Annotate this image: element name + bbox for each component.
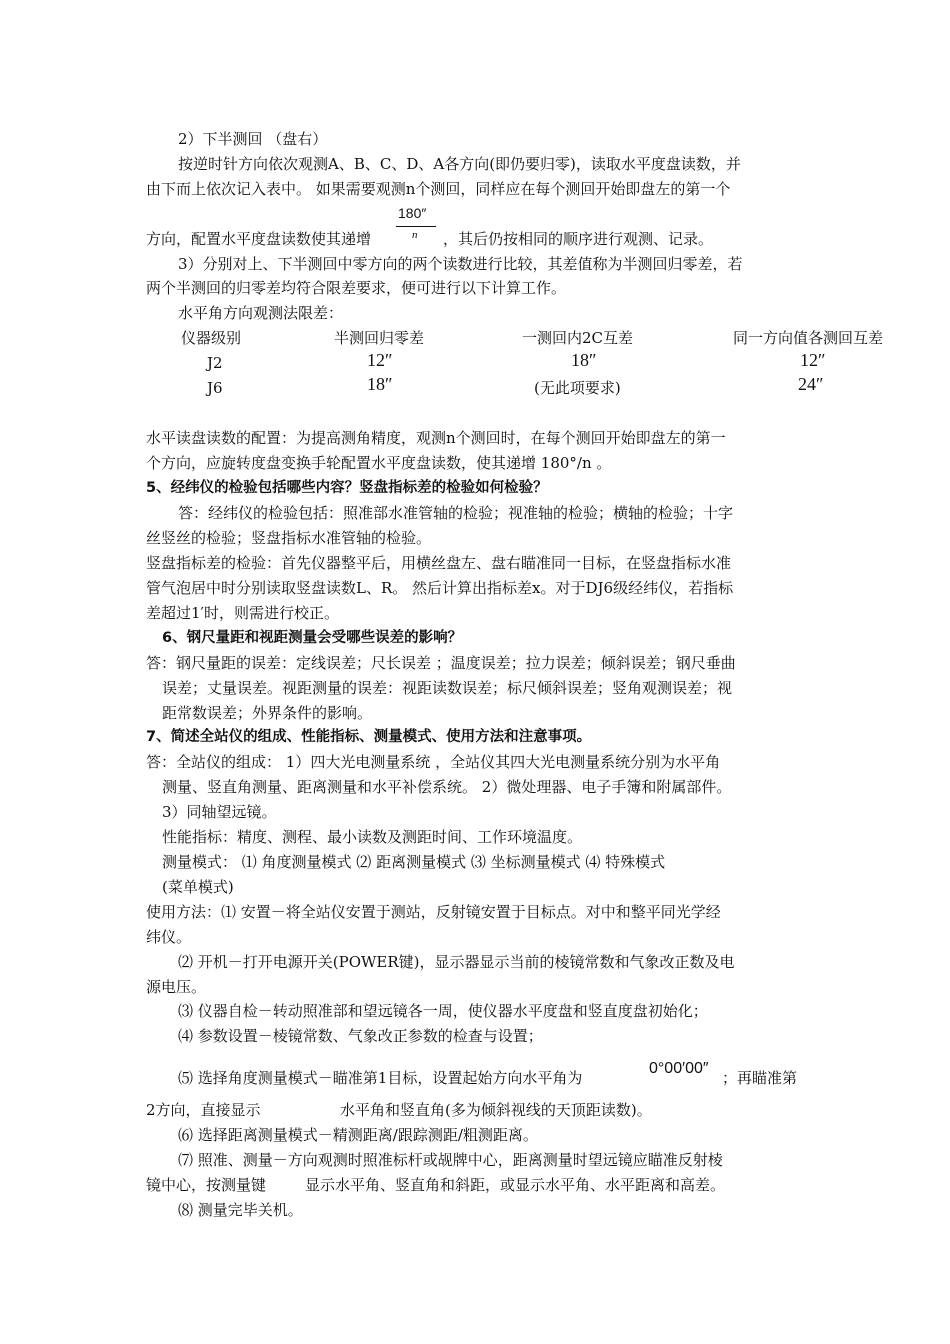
- table-header: 同一方向值各测回互差: [733, 329, 884, 347]
- table-header: 半测回归零差: [334, 329, 425, 347]
- text-line: 差超过1′时，则需进行校正。: [146, 604, 339, 622]
- text-line: (菜单模式): [162, 878, 234, 896]
- text-line: 按逆时针方向依次观测A、B、C、D、A各方向(即仍要归零)，读取水平度盘读数，并: [178, 155, 741, 173]
- table-header: 仪器级别: [181, 329, 242, 347]
- text-line: ⑻ 测量完毕关机。: [178, 1201, 303, 1219]
- text-line: 答：全站仪的组成： 1）四大光电测量系统 ，全站仪其四大光电测量系统分别为水平角: [146, 753, 721, 771]
- text-line: 3）同轴望远镜。: [162, 803, 277, 821]
- fraction-bar: [396, 226, 436, 227]
- text-line: 竖盘指标差的检验：首先仪器整平后，用横丝盘左、盘右瞄准同一目标，在竖盘指标水准: [146, 554, 732, 572]
- text-line: 使用方法：⑴ 安置－将全站仪安置于测站，反射镜安置于目标点。对中和整平同光学经: [146, 903, 721, 921]
- text-line: 纬仪。: [146, 928, 192, 946]
- text-line: 水平角方向观测法限差：: [178, 304, 344, 322]
- text-line: 答：经纬仪的检验包括：照准部水准管轴的检验；视准轴的检验；横轴的检验；十字: [178, 504, 734, 522]
- text-line: 显示水平角、竖直角和斜距，或显示水平角、水平距离和高差。: [305, 1176, 726, 1194]
- table-cell: J6: [207, 379, 223, 397]
- text-line: ；再瞄准第: [722, 1069, 798, 1087]
- fraction-numerator: 180″: [398, 205, 427, 221]
- text-line: 2方向，直接显示: [146, 1101, 261, 1119]
- table-cell: 18″: [367, 374, 393, 394]
- table-header: 一测回内2C互差: [522, 329, 634, 347]
- text-line: 丝竖丝的检验；竖盘指标水准管轴的检验。: [146, 529, 432, 547]
- text-line: 答：钢尺量距的误差：定线误差；尺长误差 ；温度误差；拉力误差；倾斜误差；钢尺垂曲: [146, 654, 736, 672]
- text-line: 两个半测回的归零差均符合限差要求，便可进行以下计算工作。: [146, 279, 567, 297]
- text-line: ，其后仍按相同的顺序进行观测、记录。: [443, 230, 714, 248]
- text-line: ⑵ 开机－打开电源开关(POWER键)，显示器显示当前的棱镜常数和气象改正数及电: [178, 953, 735, 971]
- text-line: 测量、竖直角测量、距离测量和水平补偿系统。 2）微处理器、电子手簿和附属部件。: [162, 778, 732, 796]
- table-cell: J2: [207, 354, 223, 372]
- text-line: 镜中心，按测量键: [146, 1176, 267, 1194]
- text-line: 3）分别对上、下半测回中零方向的两个读数进行比较，其差值称为半测回归零差，若: [178, 255, 743, 273]
- question-heading: 5、经纬仪的检验包括哪些内容？竖盘指标差的检验如何检验？: [146, 480, 548, 496]
- text-line: ⑺ 照准、测量－方向观测时照准标杆或觇牌中心，距离测量时望远镜应瞄准反射棱: [178, 1151, 723, 1169]
- question-heading: 7、简述全站仪的组成、性能指标、测量模式、使用方法和注意事项。: [146, 729, 592, 745]
- text-line: 距常数误差；外界条件的影响。: [162, 704, 373, 722]
- text-line: ⑹ 选择距离测量模式－精测距离/跟踪测距/粗测距离。: [178, 1126, 538, 1144]
- table-cell: 24″: [798, 374, 824, 394]
- table-cell: (无此项要求): [534, 379, 621, 397]
- text-line: 测量模式： ⑴ 角度测量模式 ⑵ 距离测量模式 ⑶ 坐标测量模式 ⑷ 特殊模式: [162, 853, 666, 871]
- text-line: ⑸ 选择角度测量模式－瞄准第1目标，设置起始方向水平角为: [178, 1069, 583, 1087]
- text-line: 由下而上依次记入表中。 如果需要观测n个测回，同样应在每个测回开始即盘左的第一个: [146, 180, 731, 198]
- text-line: 水平读盘读数的配置：为提高测角精度，观测n个测回时，在每个测回开始即盘左的第一: [146, 429, 726, 447]
- text-line: ⑷ 参数设置－棱镜常数、气象改正参数的检查与设置；: [178, 1027, 543, 1045]
- text-line: 方向，配置水平度盘读数使其递增: [146, 230, 372, 248]
- text-line: 水平角和竖直角(多为倾斜视线的天顶距读数)。: [340, 1101, 652, 1119]
- text-line: 管气泡居中时分别读取竖盘读数L、R。 然后计算出指标差x。对于DJ6级经纬仪，若指标: [146, 579, 734, 597]
- text-line: 性能指标：精度、测程、最小读数及测距时间、工作环境温度。: [162, 828, 583, 846]
- table-cell: 12″: [367, 350, 393, 370]
- text-line: 源电压。: [146, 978, 207, 996]
- fraction-denominator: n: [412, 229, 418, 241]
- question-heading: 6、钢尺量距和视距测量会受哪些误差的影响？: [162, 630, 463, 646]
- table-cell: 12″: [800, 350, 826, 370]
- table-cell: 18″: [571, 350, 597, 370]
- text-line: 个方向，应旋转度盘变换手轮配置水平度盘读数，使其递增 180°/n 。: [146, 454, 612, 472]
- text-line: 2）下半测回 （盘右）: [178, 130, 328, 148]
- angle-value: 0°00′00″: [649, 1060, 709, 1077]
- text-line: ⑶ 仪器自检－转动照准部和望远镜各一周，使仪器水平度盘和竖直度盘初始化；: [178, 1002, 708, 1020]
- text-line: 误差；丈量误差。视距测量的误差：视距读数误差；标尺倾斜误差；竖角观测误差；视: [162, 679, 733, 697]
